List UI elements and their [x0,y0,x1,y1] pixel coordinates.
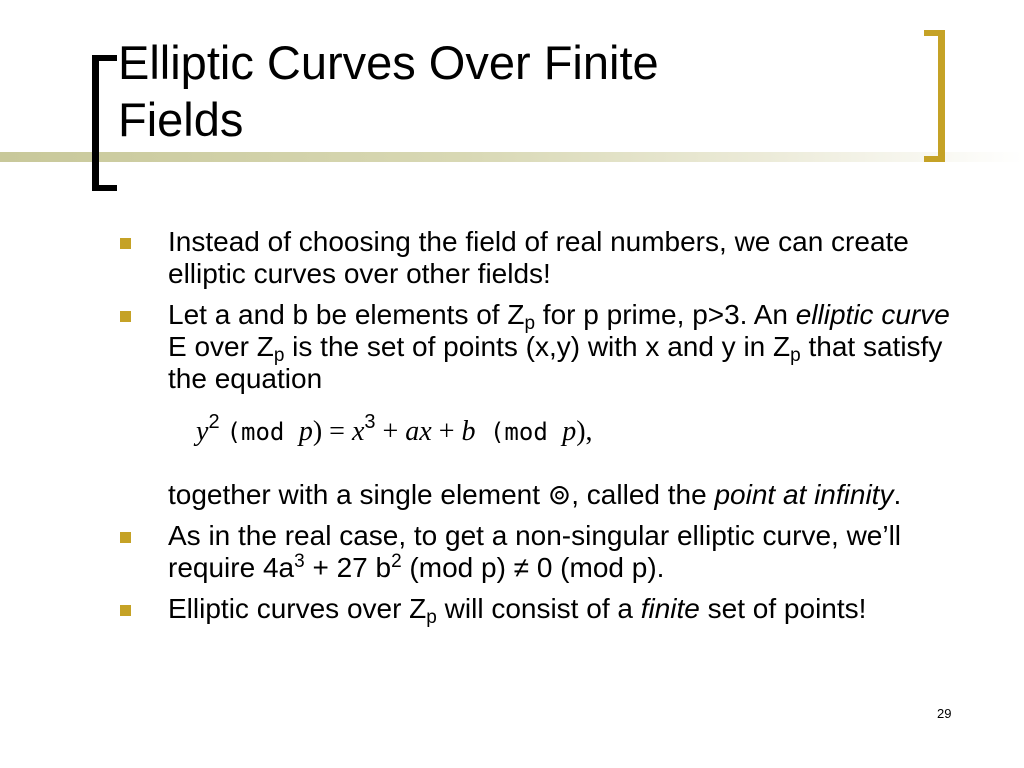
bullet-text: E over Z [168,331,274,362]
bullet-text: is the set of points (x,y) with x and y in Z [284,331,791,362]
bullet-text: As in the real case, to get a non-singular elliptic curve, we’ll require 4a [168,520,902,583]
eq-op: ) = [312,416,352,447]
subscript: p [790,345,801,366]
left-bracket-decoration [92,55,117,191]
bullet-text: (mod p) ≠ 0 (mod p). [401,552,665,583]
emphasis-term: finite [640,593,700,624]
subscript: p [273,345,285,366]
eq-exponent: 3 [364,411,376,433]
eq-mod: (mod [226,418,299,446]
bullet-continuation [116,479,966,511]
eq-var: y [196,416,209,447]
bullet-text: for p prime, p>3. An [535,299,796,330]
superscript: 2 [391,551,402,572]
bullet-text: + 27 b [304,552,392,583]
bullet-text: will consist of a [436,593,641,624]
point-at-infinity-symbol-icon: ⊚ [547,479,572,510]
eq-exponent: 2 [208,411,220,433]
bullet-text: . [893,479,902,510]
right-bracket-decoration [924,30,945,162]
subscript: p [426,607,437,628]
eq-mod: (mod [475,418,563,446]
eq-op: ), [576,416,593,447]
slide-body [116,226,966,634]
title-underline-band [0,152,1024,162]
title-line-1: Elliptic Curves Over Finite [118,36,659,89]
square-bullet-icon [120,605,131,616]
bullet-item-2 [116,299,966,395]
bullet-text: set of points! [699,593,867,624]
slide-title [118,34,898,148]
emphasis-term: elliptic curve [795,299,950,330]
bullet-text: Elliptic curves over Z [168,593,427,624]
bullet-item-4 [116,593,966,628]
eq-var: x [351,416,365,447]
bullet-text: , called the [571,479,715,510]
emphasis-term: point at infinity [714,479,894,510]
eq-op: + [431,416,462,447]
superscript: 3 [294,551,305,572]
eq-var: b [461,416,476,447]
page-number: 29 [937,706,952,721]
title-line-2: Fields [118,93,244,146]
bullet-item-1 [116,226,966,290]
bullet-text: Instead of choosing the field of real numbers, we can create elliptic curves over other fields! [168,226,909,289]
square-bullet-icon [120,311,131,322]
square-bullet-icon [120,238,131,249]
square-bullet-icon [120,532,131,543]
equation [196,411,966,449]
bullet-text: together with a single element [168,479,548,510]
subscript: p [524,313,536,334]
eq-var: p [562,416,577,447]
eq-op: + [375,416,406,447]
bullet-item-3 [116,520,966,584]
eq-var: ax [405,416,432,447]
eq-var: p [298,416,313,447]
bullet-text: Let a and b be elements of Z [168,299,525,330]
bullet-text: that satisfy the equation [168,331,943,394]
